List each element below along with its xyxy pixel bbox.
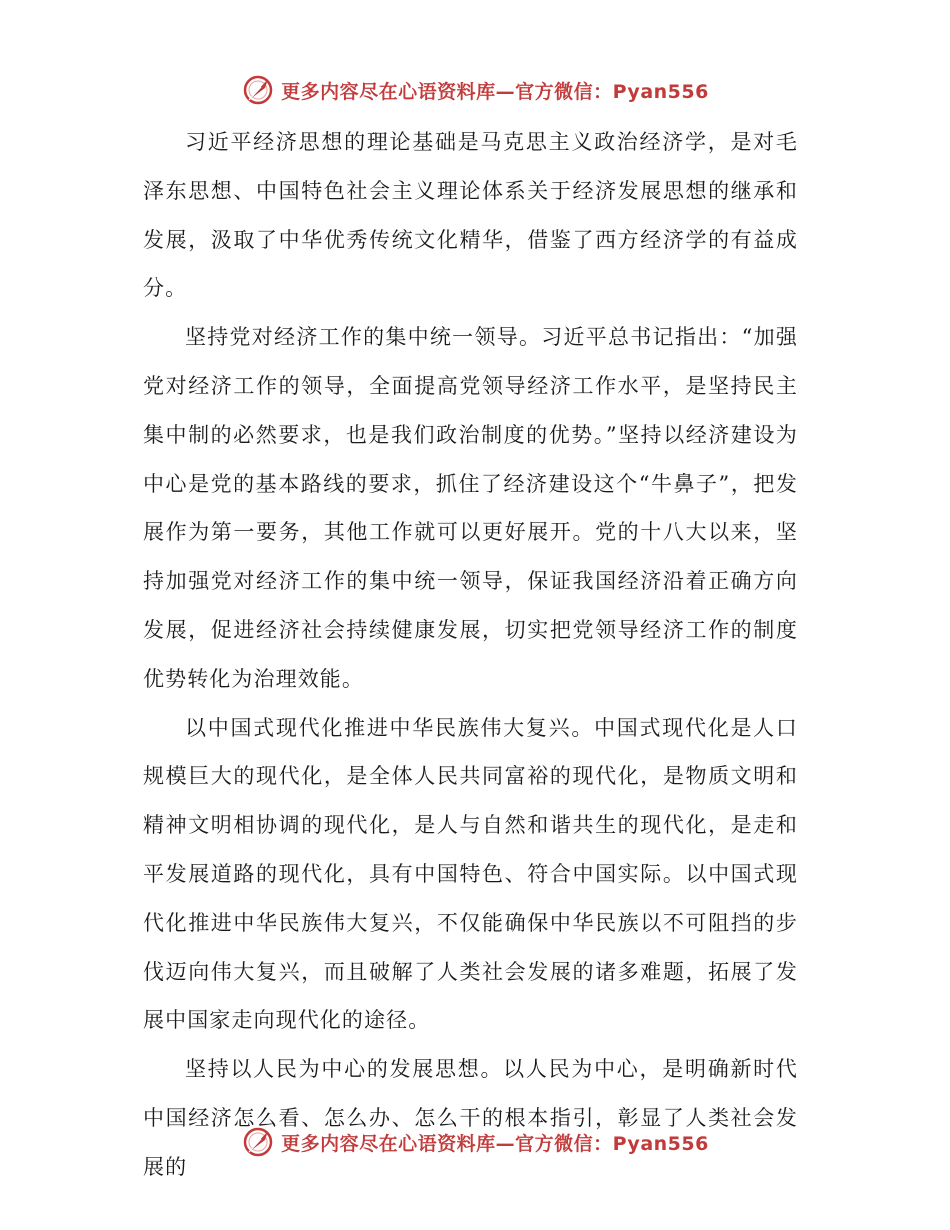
quill-badge-icon: [241, 1125, 275, 1159]
paragraph-1: 习近平经济思想的理论基础是马克思主义政治经济学，是对毛泽东思想、中国特色社会主义理论体系关于经济发展思想的继承和发展，汲取了中华优秀传统文化精华，借鉴了西方经济学的有益成分。: [143, 130, 798, 301]
footer-banner-text: 更多内容尽在心语资料库—官方微信：Pyan556: [281, 1132, 709, 1155]
header-banner: [0, 70, 950, 110]
paragraph-2: 坚持党对经济工作的集中统一领导。习近平总书记指出：“加强党对经济工作的领导，全面提高党领导经济工作水平，是坚持民主集中制的必然要求，也是我们政治制度的优势。”坚持以经济建设为中心是党的基本路线的要求，抓住了经济建设这个“牛鼻子”，把发展作为第一要务，其他工作就可以更好展开。党的十八大以来，坚持加强党对经济工作的集中统一领导，保证我国经济沿着正确方向发展，促进经济社会持续健康发展，切实把党领导经济工作的制度优势转化为治理效能。: [143, 325, 798, 691]
paragraph-3: 以中国式现代化推进中华民族伟大复兴。中国式现代化是人口规模巨大的现代化，是全体人民共同富裕的现代化，是物质文明和精神文明相协调的现代化，是人与自然和谐共生的现代化，是走和平发展道路的现代化，具有中国特色、符合中国实际。以中国式现代化推进中华民族伟大复兴，不仅能确保中华民族以不可阻挡的步伐迈向伟大复兴，而且破解了人类社会发展的诸多难题，拓展了发展中国家走向现代化的途径。: [143, 715, 798, 1033]
paragraph-4: 坚持以人民为中心的发展思想。以人民为中心，是明确新时代中国经济怎么看、怎么办、怎么干的根本指引，彰显了人类社会发展的: [143, 1057, 798, 1179]
document-body: [143, 118, 798, 1192]
header-banner-text: 更多内容尽在心语资料库—官方微信：Pyan556: [281, 80, 709, 103]
quill-badge-icon: [241, 73, 275, 107]
footer-banner: [0, 1122, 950, 1162]
